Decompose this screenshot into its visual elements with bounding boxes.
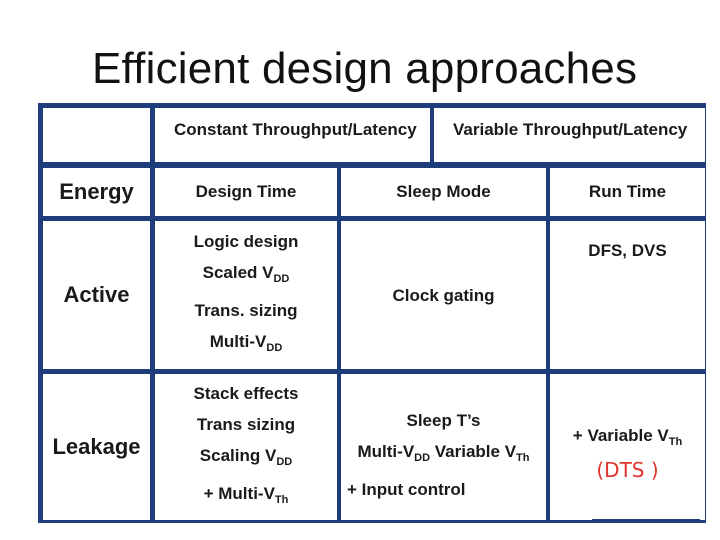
list-item: Sleep T’s — [406, 411, 481, 430]
col-sleep-mode: Sleep Mode — [341, 168, 546, 216]
col-run-time: Run Time — [550, 168, 705, 216]
energy-header: Energy — [43, 168, 150, 216]
list-item: Trans sizing — [196, 415, 296, 434]
leakage-sleep-mode — [341, 374, 546, 520]
row-label-leakage: Leakage — [43, 374, 150, 520]
handwritten-note: (DTS ) — [596, 458, 659, 482]
list-item: Logic design — [193, 232, 299, 251]
col-design-time: Design Time — [155, 168, 337, 216]
list-item: Scaling $V_{DD}$ — [199, 446, 293, 468]
active-sleep-mode: Clock gating — [341, 221, 546, 369]
row-label-active: Active — [43, 221, 150, 369]
active-run-time: DFS, DVS — [550, 221, 705, 369]
col-group-variable: Variable Throughput/Latency — [434, 108, 705, 162]
approaches-table — [38, 103, 706, 523]
list-item: + Multi-$V_{Th}$ — [203, 484, 289, 506]
leakage-run-time — [550, 374, 705, 520]
list-item: + Input control — [347, 480, 466, 499]
leakage-design-time — [155, 374, 337, 520]
slide-title: Efficient design approaches — [92, 44, 638, 93]
footer-accent-line — [592, 519, 700, 523]
list-item: Scaled $V_{DD}$ — [202, 263, 290, 285]
active-design-time — [155, 221, 337, 369]
corner-cell — [43, 108, 150, 162]
list-item: Multi-$V_{DD}$ — [209, 332, 283, 354]
list-item: + Variable $V_{Th}$ — [572, 426, 683, 448]
col-group-constant: Constant Throughput/Latency — [155, 108, 430, 162]
list-item: Multi-$V_{DD}$ Variable $V_{Th}$ — [357, 442, 530, 464]
list-item: Trans. sizing — [194, 301, 298, 320]
list-item: Stack effects — [193, 384, 299, 403]
